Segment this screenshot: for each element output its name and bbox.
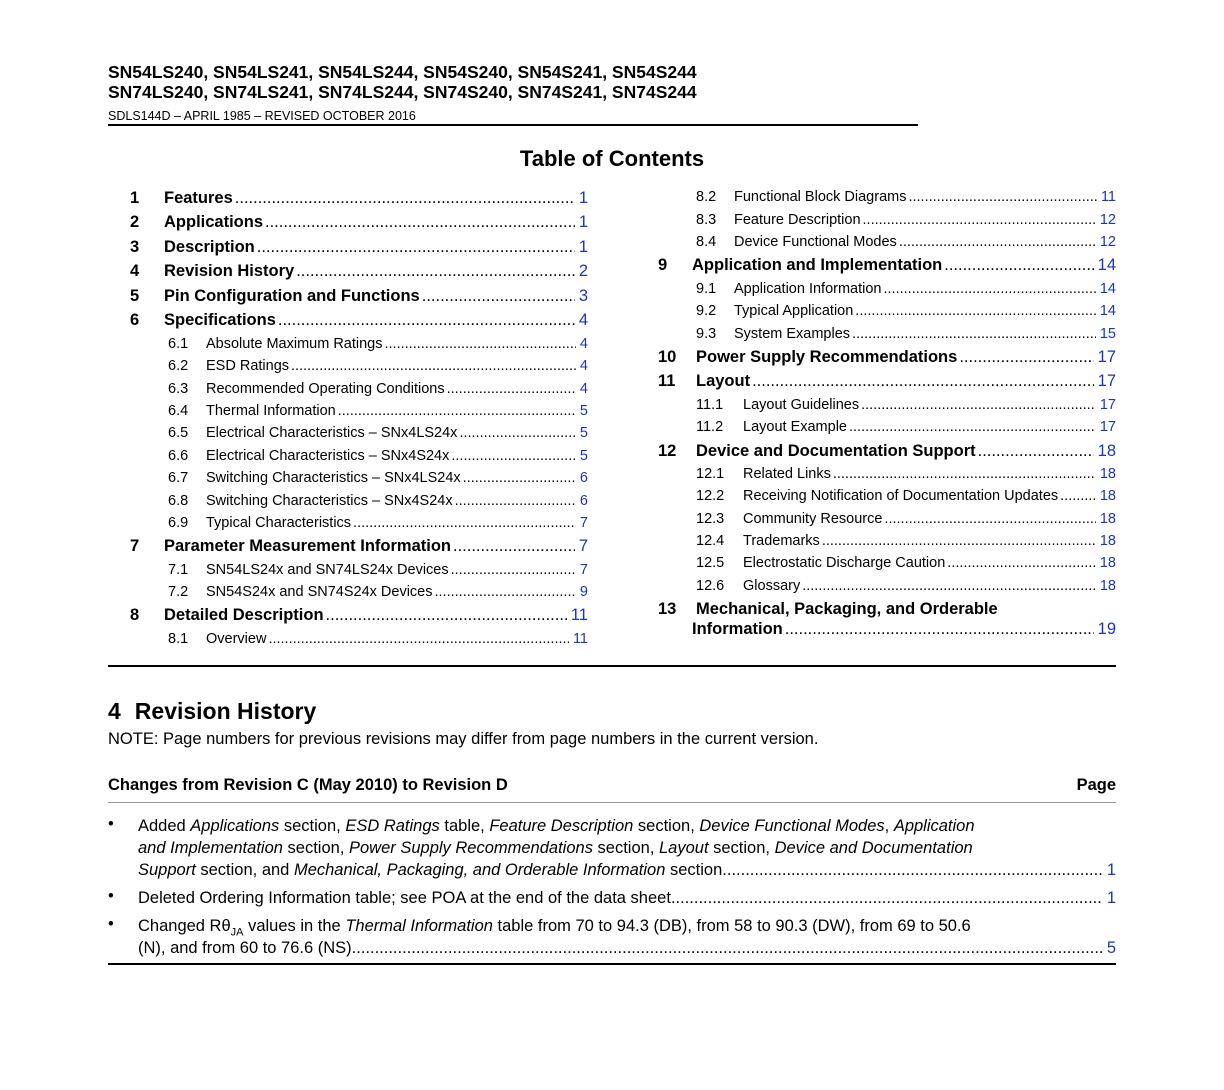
- toc-leader-dots: [459, 425, 575, 441]
- changes-header: Changes from Revision C (May 2010) to Revision D: [108, 776, 508, 794]
- toc-entry-number: 4: [130, 262, 140, 280]
- toc-entry-number: 1: [130, 189, 140, 207]
- toc-leader-dots: [338, 403, 576, 419]
- toc-entry-page: 5: [579, 425, 588, 441]
- toc-entry-continuation[interactable]: [692, 620, 1116, 639]
- bullet-marker: •: [108, 915, 114, 933]
- change-text-segment: section,: [633, 817, 700, 835]
- toc-entry-page: 4: [578, 311, 588, 329]
- toc-leader-dots: [944, 256, 1093, 275]
- toc-entry-text: ESD Ratings: [206, 358, 290, 374]
- change-text-segment: Feature Description: [489, 817, 634, 835]
- toc-entry[interactable]: [696, 533, 1116, 549]
- toc-entry-number: 8.1: [168, 631, 189, 647]
- toc-leader-dots: [257, 238, 575, 257]
- toc-entry[interactable]: [696, 397, 1116, 413]
- toc-entry-page: 11: [570, 606, 588, 624]
- toc-entry-number: 2: [130, 213, 140, 231]
- toc-leader-dots: [447, 381, 576, 397]
- toc-entry-page: 2: [578, 262, 588, 280]
- change-text-line: [138, 937, 1116, 959]
- toc-entry-text: Detailed Description: [164, 606, 324, 624]
- change-text: [138, 817, 975, 835]
- toc-entry-page: 18: [1099, 511, 1116, 527]
- toc-entry[interactable]: [168, 381, 588, 397]
- toc-entry-number: 6.3: [168, 381, 189, 397]
- toc-leader-dots: [822, 533, 1096, 549]
- toc-leader-dots: [451, 562, 576, 578]
- toc-entry-text: Typical Application: [734, 303, 854, 319]
- toc-entry[interactable]: [130, 213, 588, 232]
- toc-bottom-rule: [108, 665, 1116, 667]
- leader-dots: [352, 937, 1103, 959]
- change-text-segment: values in the: [243, 917, 346, 935]
- toc-entry[interactable]: [658, 256, 1116, 275]
- change-text-segment: ESD Ratings: [345, 817, 440, 835]
- toc-entry-page: 1: [578, 238, 588, 256]
- toc-entry-page: 17: [1097, 372, 1116, 390]
- toc-leader-dots: [884, 511, 1095, 527]
- change-text-segment: section,: [282, 839, 349, 857]
- toc-entry-number: 5: [130, 287, 140, 305]
- toc-entry-page: 18: [1099, 555, 1116, 571]
- change-text-segment: JA: [230, 926, 244, 939]
- toc-entry-page: 17: [1099, 419, 1116, 435]
- toc-entry-text: Mechanical, Packaging, and Orderable: [696, 600, 998, 618]
- toc-entry-number: 12.2: [696, 488, 725, 504]
- change-text-segment: table,: [439, 817, 490, 835]
- toc-entry-page: 9: [579, 584, 588, 600]
- toc-leader-dots: [863, 212, 1096, 228]
- toc-entry[interactable]: [696, 212, 1116, 228]
- header-part-numbers-line1: SN54LS240, SN54LS241, SN54LS244, SN54S240, SN54S241, SN54S244: [108, 62, 697, 82]
- header-document-id: SDLS144D – APRIL 1985 – REVISED OCTOBER 2016: [108, 109, 416, 123]
- toc-entry-text: Description: [164, 238, 255, 256]
- toc-entry[interactable]: [658, 600, 1116, 619]
- toc-entry-text: Applications: [164, 213, 264, 231]
- toc-entry-page: 18: [1097, 442, 1116, 460]
- toc-leader-dots: [435, 584, 576, 600]
- toc-entry-page: 17: [1099, 397, 1116, 413]
- change-page-number: 1: [1106, 861, 1116, 879]
- toc-entry-page: 18: [1099, 533, 1116, 549]
- toc-entry-number: 6.6: [168, 448, 189, 464]
- toc-entry[interactable]: [168, 336, 588, 352]
- toc-leader-dots: [752, 372, 1094, 391]
- toc-entry-number: 3: [130, 238, 140, 256]
- toc-entry[interactable]: [696, 466, 1116, 482]
- change-text-segment: section,: [592, 839, 659, 857]
- change-text-line: [138, 815, 975, 837]
- change-text-segment: Device Functional Modes: [699, 817, 885, 835]
- toc-entry-number: 6.4: [168, 403, 189, 419]
- toc-entry[interactable]: [696, 488, 1116, 504]
- toc-entry[interactable]: [168, 562, 588, 578]
- toc-entry[interactable]: [658, 372, 1116, 391]
- toc-entry-text: Electrostatic Discharge Caution: [743, 555, 946, 571]
- page-column-header: Page: [1076, 776, 1116, 794]
- toc-leader-dots: [463, 470, 576, 486]
- toc-entry-number: 9.2: [696, 303, 717, 319]
- toc-entry-page: 18: [1099, 466, 1116, 482]
- toc-leader-dots: [291, 358, 576, 374]
- toc-entry[interactable]: [168, 358, 588, 374]
- change-text-segment: (N), and from 60 to 76.6 (NS): [138, 939, 352, 957]
- section-number: 4: [108, 698, 121, 724]
- toc-entry-number: 9: [658, 256, 668, 274]
- toc-entry-page: 6: [579, 493, 588, 509]
- toc-entry-number: 12.4: [696, 533, 725, 549]
- toc-entry[interactable]: [696, 189, 1116, 205]
- toc-leader-dots: [1060, 488, 1096, 504]
- toc-entry-text: Related Links: [743, 466, 831, 482]
- toc-entry-number: 7: [130, 537, 140, 555]
- toc-entry[interactable]: [168, 631, 588, 647]
- toc-entry-text: Layout Guidelines: [743, 397, 860, 413]
- toc-entry-page: 7: [579, 515, 588, 531]
- change-page-number: 5: [1106, 939, 1116, 957]
- toc-entry[interactable]: [130, 537, 588, 556]
- toc-entry[interactable]: [168, 425, 588, 441]
- header-part-numbers-line2: SN74LS240, SN74LS241, SN74LS244, SN74S240, SN74S241, SN74S244: [108, 82, 697, 102]
- toc-entry-text: Switching Characteristics – SNx4S24x: [206, 493, 453, 509]
- toc-entry[interactable]: [696, 303, 1116, 319]
- toc-entry-page: 18: [1099, 488, 1116, 504]
- change-text: [138, 887, 671, 909]
- toc-entry-text: Switching Characteristics – SNx4LS24x: [206, 470, 461, 486]
- toc-entry[interactable]: [696, 281, 1116, 297]
- change-text-segment: Changed Rθ: [138, 917, 231, 935]
- toc-entry-page: 4: [579, 358, 588, 374]
- toc-entry-text: Revision History: [164, 262, 295, 280]
- toc-entry-number: 6.1: [168, 336, 189, 352]
- header-rule: [108, 124, 918, 126]
- toc-entry[interactable]: [168, 470, 588, 486]
- toc-entry-number: 10: [658, 348, 677, 366]
- toc-entry-text: Functional Block Diagrams: [734, 189, 907, 205]
- toc-entry[interactable]: [696, 578, 1116, 594]
- toc-entry-number: 13: [658, 600, 677, 618]
- toc-entry-number: 8.3: [696, 212, 717, 228]
- change-text-line: [138, 887, 1116, 909]
- toc-entry-page: 11: [572, 631, 588, 647]
- toc-leader-dots: [268, 631, 569, 647]
- toc-leader-dots: [833, 466, 1096, 482]
- change-text-segment: ,: [884, 817, 894, 835]
- toc-entry-number: 12.1: [696, 466, 725, 482]
- change-text-segment: section: [665, 861, 723, 879]
- toc-entry-number: 11: [658, 372, 676, 390]
- toc-entry[interactable]: [168, 515, 588, 531]
- toc-leader-dots: [455, 493, 576, 509]
- toc-entry-number: 6.8: [168, 493, 189, 509]
- toc-leader-dots: [353, 515, 576, 531]
- toc-entry[interactable]: [658, 348, 1116, 367]
- change-text-line: [138, 859, 1116, 881]
- change-text-segment: section,: [708, 839, 775, 857]
- toc-entry-page: 12: [1099, 234, 1116, 250]
- toc-entry-page: 14: [1097, 256, 1116, 274]
- toc-entry-number: 6.7: [168, 470, 189, 486]
- toc-entry-text: Pin Configuration and Functions: [164, 287, 420, 305]
- toc-entry[interactable]: [696, 326, 1116, 342]
- toc-entry[interactable]: [168, 584, 588, 600]
- toc-leader-dots: [855, 303, 1096, 319]
- toc-entry-number: 11.1: [696, 397, 724, 413]
- toc-leader-dots: [959, 348, 1093, 367]
- toc-entry[interactable]: [658, 442, 1116, 461]
- toc-entry-number: 6.5: [168, 425, 189, 441]
- toc-entry-text: Absolute Maximum Ratings: [206, 336, 383, 352]
- toc-leader-dots: [326, 606, 567, 625]
- change-text-segment: and Implementation: [138, 839, 283, 857]
- toc-entry[interactable]: [130, 311, 588, 330]
- change-text-line: [138, 837, 973, 859]
- toc-entry-page: 4: [579, 336, 588, 352]
- toc-leader-dots: [852, 326, 1096, 342]
- toc-entry-page: 18: [1099, 578, 1116, 594]
- toc-entry-number: 6.9: [168, 515, 189, 531]
- toc-entry-number: 12.6: [696, 578, 725, 594]
- toc-entry-page: 1: [578, 189, 588, 207]
- toc-leader-dots: [884, 281, 1096, 297]
- toc-leader-dots: [265, 213, 575, 232]
- toc-entry-text: Glossary: [743, 578, 801, 594]
- toc-entry-text: Thermal Information: [206, 403, 336, 419]
- toc-title: Table of Contents: [519, 146, 705, 171]
- toc-leader-dots: [278, 311, 575, 330]
- revision-history-heading: [108, 698, 316, 725]
- toc-entry-page: 7: [579, 562, 588, 578]
- toc-entry-number: 9.1: [696, 281, 717, 297]
- toc-entry[interactable]: [696, 234, 1116, 250]
- toc-entry-text: Typical Characteristics: [206, 515, 352, 531]
- change-text-segment: Deleted Ordering Information table; see POA at the end of the data sheet: [138, 889, 671, 907]
- change-text-segment: Application: [893, 817, 975, 835]
- toc-entry-text: Electrical Characteristics – SNx4LS24x: [206, 425, 458, 441]
- toc-entry-number: 12: [658, 442, 677, 460]
- change-text-segment: Support: [138, 861, 196, 879]
- toc-entry-number: 8: [130, 606, 140, 624]
- toc-entry-text: Community Resource: [743, 511, 883, 527]
- toc-entry-text: Trademarks: [743, 533, 820, 549]
- toc-entry-text: Features: [164, 189, 233, 207]
- change-text: [138, 839, 973, 857]
- toc-entry-page: 15: [1099, 326, 1116, 342]
- toc-entry[interactable]: [696, 419, 1116, 435]
- toc-leader-dots: [849, 419, 1096, 435]
- toc-entry[interactable]: [696, 555, 1116, 571]
- toc-entry-text: Device and Documentation Support: [696, 442, 976, 460]
- leader-dots: [722, 859, 1103, 881]
- toc-entry-number: 11.2: [696, 419, 724, 435]
- toc-entry[interactable]: [130, 606, 588, 625]
- toc-entry-page: 7: [578, 537, 588, 555]
- toc-entry-text: Specifications: [164, 311, 276, 329]
- toc-entry-number: 12.5: [696, 555, 725, 571]
- toc-entry[interactable]: [130, 238, 588, 257]
- toc-entry[interactable]: [168, 448, 588, 464]
- toc-leader-dots: [899, 234, 1096, 250]
- toc-entry-number: 6.2: [168, 358, 189, 374]
- toc-entry-text: Layout: [696, 372, 751, 390]
- toc-entry-number: 12.3: [696, 511, 725, 527]
- toc-entry-text: Receiving Notification of Documentation Updates: [743, 488, 1059, 504]
- section-title: Revision History: [134, 698, 317, 724]
- toc-entry-text: System Examples: [734, 326, 851, 342]
- toc-entry[interactable]: [130, 287, 588, 306]
- toc-entry-page: 5: [579, 448, 588, 464]
- toc-leader-dots: [861, 397, 1096, 413]
- toc-leader-dots: [451, 448, 576, 464]
- toc-entry-page: 19: [1097, 620, 1116, 638]
- changes-header-rule: [108, 802, 1116, 803]
- change-text-segment: Power Supply Recommendations: [348, 839, 593, 857]
- toc-entry-text: Application and Implementation: [692, 256, 943, 274]
- toc-entry-number: 6: [130, 311, 140, 329]
- toc-leader-dots: [296, 262, 575, 281]
- toc-entry-page: 12: [1099, 212, 1116, 228]
- toc-leader-dots: [802, 578, 1096, 594]
- toc-entry[interactable]: [130, 189, 588, 208]
- toc-entry-text: Feature Description: [734, 212, 861, 228]
- toc-entry-number: 7.1: [168, 562, 189, 578]
- toc-entry[interactable]: [168, 403, 588, 419]
- change-text-segment: section,: [279, 817, 346, 835]
- toc-entry-page: 5: [579, 403, 588, 419]
- toc-entry-page: 3: [578, 287, 588, 305]
- change-text-segment: Layout: [659, 839, 709, 857]
- change-page-number: 1: [1106, 889, 1116, 907]
- change-text-segment: Device and Documentation: [774, 839, 973, 857]
- change-text-segment: Mechanical, Packaging, and Orderable Information: [293, 861, 666, 879]
- change-text-segment: Added: [138, 817, 191, 835]
- change-text-segment: Thermal Information: [345, 917, 493, 935]
- toc-entry-text: Layout Example: [743, 419, 847, 435]
- leader-dots: [671, 887, 1103, 909]
- toc-entry-text: Electrical Characteristics – SNx4S24x: [206, 448, 450, 464]
- toc-leader-dots: [947, 555, 1096, 571]
- toc-entry-text: Overview: [206, 631, 267, 647]
- toc-entry-text: Recommended Operating Conditions: [206, 381, 445, 397]
- change-text: [138, 859, 722, 881]
- bullet-marker: •: [108, 815, 114, 833]
- toc-entry[interactable]: [696, 511, 1116, 527]
- toc-leader-dots: [978, 442, 1094, 461]
- toc-entry-page: 17: [1097, 348, 1116, 366]
- change-text-segment: table from 70 to 94.3 (DB), from 58 to 90.3 (DW), from 69 to 50.6: [492, 917, 971, 935]
- toc-entry-page: 6: [579, 470, 588, 486]
- toc-entry-number: 9.3: [696, 326, 717, 342]
- toc-entry[interactable]: [130, 262, 588, 281]
- revision-note: NOTE: Page numbers for previous revisions may differ from page numbers in the current version.: [108, 730, 819, 748]
- revision-bottom-rule: [108, 963, 1116, 965]
- toc-entry-number: 8.4: [696, 234, 717, 250]
- toc-entry-text: Parameter Measurement Information: [164, 537, 452, 555]
- toc-entry[interactable]: [168, 493, 588, 509]
- changes-header-row: [108, 776, 1116, 795]
- toc-entry-number: 7.2: [168, 584, 189, 600]
- toc-leader-dots: [908, 189, 1096, 205]
- toc-leader-dots: [453, 537, 575, 556]
- toc-leader-dots: [785, 620, 1094, 639]
- toc-entry-text: SN54LS24x and SN74LS24x Devices: [206, 562, 449, 578]
- change-text-segment: section, and: [195, 861, 294, 879]
- bullet-marker: •: [108, 887, 114, 905]
- toc-entry-text: Power Supply Recommendations: [696, 348, 958, 366]
- toc-entry-page: 14: [1099, 303, 1116, 319]
- toc-entry-text: Device Functional Modes: [734, 234, 897, 250]
- toc-entry-number: 8.2: [696, 189, 717, 205]
- toc-entry-text: Information: [692, 620, 783, 638]
- toc-entry-text: Application Information: [734, 281, 882, 297]
- toc-entry-page: 14: [1099, 281, 1116, 297]
- toc-leader-dots: [235, 189, 575, 208]
- toc-entry-page: 4: [579, 381, 588, 397]
- toc-entry-text: SN54S24x and SN74S24x Devices: [206, 584, 433, 600]
- toc-entry-page: 11: [1100, 189, 1116, 205]
- toc-leader-dots: [422, 287, 575, 306]
- change-text: [138, 937, 352, 959]
- toc-leader-dots: [385, 336, 576, 352]
- change-text: [138, 917, 971, 939]
- toc-entry-page: 1: [578, 213, 588, 231]
- change-text-segment: Applications: [190, 817, 280, 835]
